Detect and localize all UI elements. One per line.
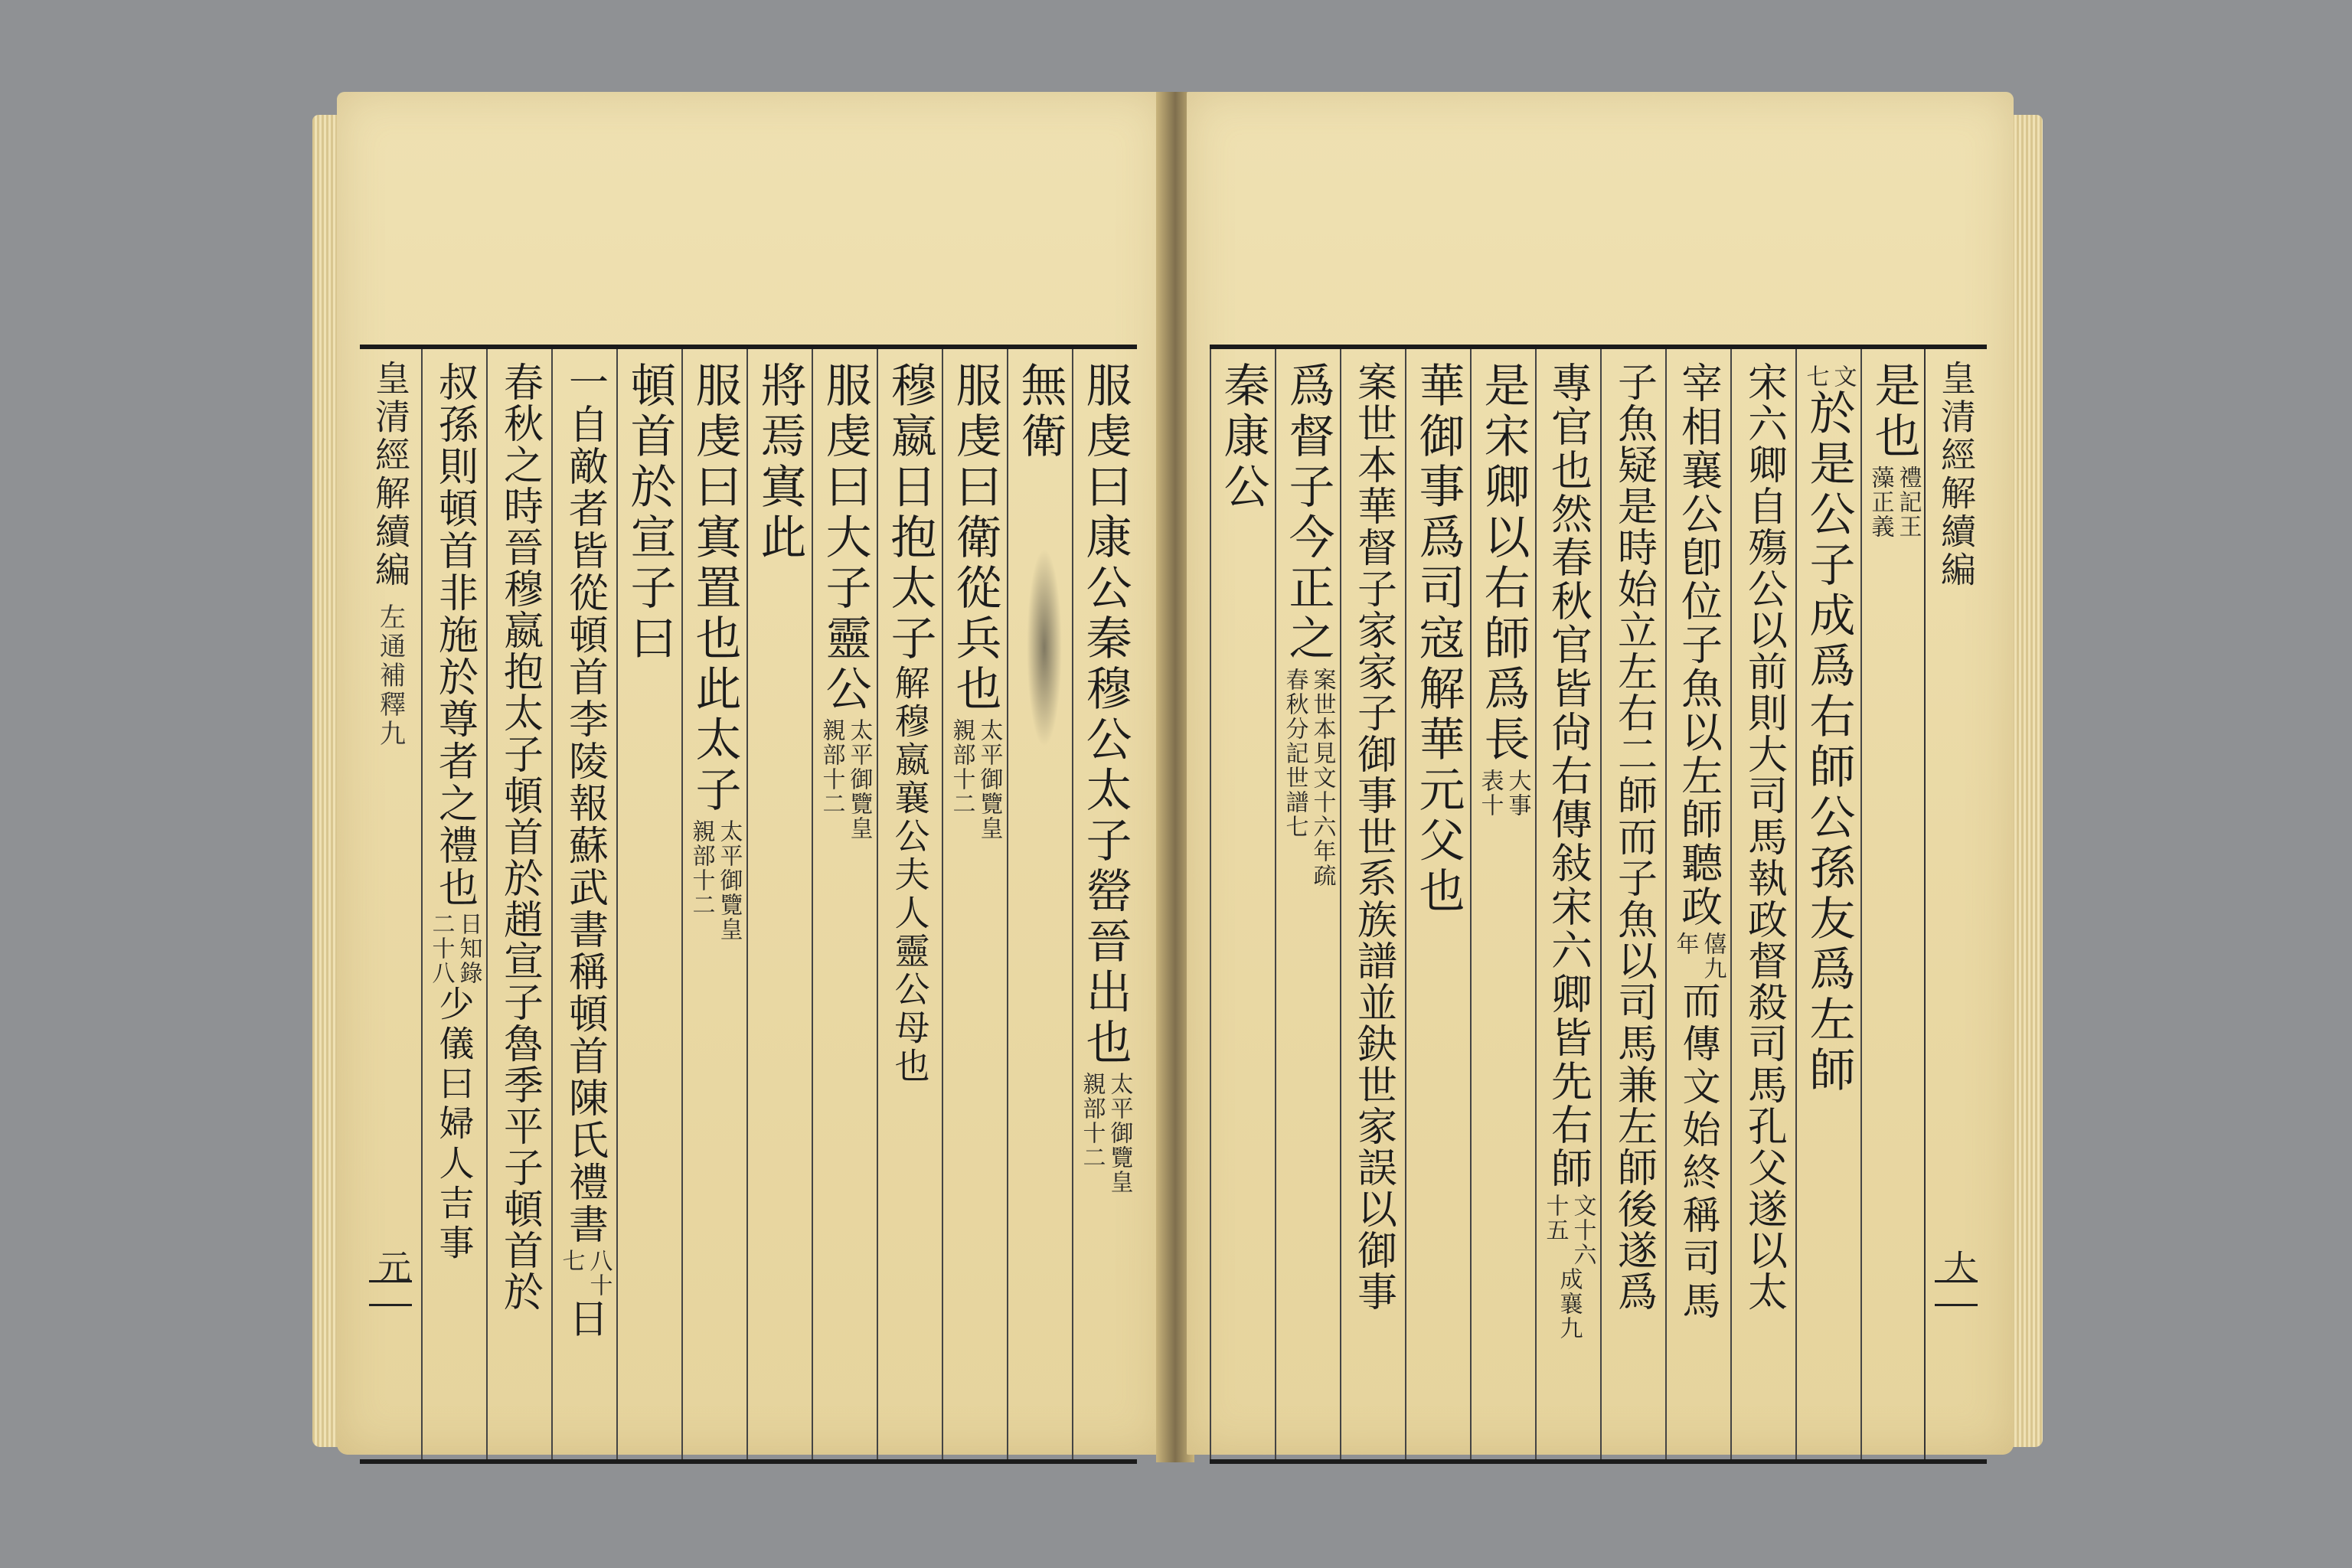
text-column	[681, 349, 746, 1459]
column-note: 十五	[1541, 1194, 1569, 1243]
column-text: 子魚疑是時始立左右二師而子魚以司馬兼左師後遂爲	[1610, 361, 1657, 1312]
right-page-number: 大	[1937, 1250, 1976, 1283]
right-page-margin-column	[1924, 349, 1987, 1459]
text-column	[1730, 349, 1795, 1459]
column-note: 太平御覽皇	[975, 718, 1003, 841]
left-page-margin-column	[360, 349, 423, 1459]
column-note: 藻正義	[1867, 466, 1894, 539]
text-column	[551, 349, 616, 1459]
column-note: 親部十二	[818, 718, 845, 816]
column-text: 服虔曰寘置也此太子	[688, 361, 742, 816]
column-tail-note: 成襄九	[1555, 1267, 1583, 1341]
left-fish-tail-mark	[369, 1280, 412, 1306]
column-note: 日知錄	[455, 912, 482, 985]
text-column	[1470, 349, 1535, 1459]
column-note: 太平御覽皇	[845, 718, 873, 841]
column-note: 八十	[585, 1249, 612, 1298]
column-note: 表十	[1476, 769, 1504, 818]
column-text: 爲督子今正之	[1281, 361, 1335, 665]
column-text: 專官也然春秋官皆尙右傳敍宋六卿皆先右師	[1544, 361, 1593, 1191]
column-note: 大事	[1504, 769, 1531, 818]
text-column	[1275, 349, 1340, 1459]
text-column	[1340, 349, 1405, 1459]
column-tail-text: 而傳文始終稱司馬	[1676, 981, 1721, 1324]
column-text: 秦康公	[1216, 361, 1270, 513]
column-note: 親部十二	[688, 819, 715, 917]
text-column	[1007, 349, 1072, 1459]
right-page-edges	[2012, 115, 2043, 1447]
open-book	[337, 92, 2021, 1493]
left-margin-section: 左通補釋九	[374, 603, 406, 749]
column-note: 太平御覽皇	[1106, 1072, 1133, 1194]
text-column	[486, 349, 551, 1459]
column-text: 穆嬴日抱太子	[883, 361, 937, 665]
right-text-columns	[1210, 349, 1926, 1459]
left-text-columns	[421, 349, 1137, 1459]
column-tail-text: 日	[561, 1298, 608, 1342]
column-note: 案世本見文十六年疏	[1308, 668, 1336, 888]
column-note: 親部十二	[1078, 1072, 1106, 1170]
column-text: 宰相襄公卽位子魚以左師聽政	[1674, 361, 1723, 929]
column-note: 僖九	[1699, 932, 1726, 981]
column-text: 春秋之時晉穆嬴抱太子頓首於趙宣子魯季平子頓首於	[496, 361, 543, 1312]
column-text: 是也	[1867, 361, 1921, 462]
column-note: 親部十二	[948, 718, 975, 816]
text-column	[1210, 349, 1275, 1459]
column-text: 服虔曰衛從兵也	[948, 361, 1002, 715]
right-text-frame	[1210, 345, 1987, 1464]
left-page-number: 元	[371, 1250, 410, 1283]
column-text: 案世本華督子家家子御事世系族譜並鈌世家誤以御事	[1350, 361, 1396, 1312]
ink-smudge	[1027, 548, 1062, 747]
column-text: 宋六卿自殤公以前則大司馬執政督殺司馬孔父遂以太	[1740, 361, 1787, 1312]
right-page	[1187, 92, 2014, 1455]
column-text: 頓首於宣子曰	[622, 361, 677, 665]
text-column	[746, 349, 812, 1459]
text-column	[1665, 349, 1730, 1459]
text-column	[812, 349, 877, 1459]
column-head-note: 七	[1802, 364, 1829, 389]
text-column	[616, 349, 681, 1459]
column-note: 七	[557, 1249, 585, 1273]
left-margin-title: 皇清經解續編	[370, 360, 411, 590]
text-column	[1795, 349, 1860, 1459]
text-column	[942, 349, 1007, 1459]
text-column	[1860, 349, 1926, 1459]
right-margin-title: 皇清經解續編	[1936, 360, 1977, 590]
text-column	[421, 349, 486, 1459]
text-column	[877, 349, 942, 1459]
column-note: 二十八	[427, 912, 455, 985]
column-text: 是宋卿以右師爲長	[1476, 361, 1530, 766]
text-column	[1535, 349, 1600, 1459]
column-text: 服虔曰大子靈公	[818, 361, 872, 715]
column-text: 無衛	[1013, 361, 1067, 462]
column-text: 一自敵者皆從頓首李陵報蘇武書稱頓首陳氏禮書	[561, 361, 608, 1246]
column-head-note: 文	[1829, 364, 1857, 389]
column-tail-text: 少儀曰婦人吉事	[433, 985, 475, 1264]
text-column	[1405, 349, 1470, 1459]
column-text: 叔孫則頓首非施於尊者之禮也	[431, 361, 478, 909]
column-inline-text: 解穆嬴襄公夫人靈公母也	[889, 665, 931, 1086]
column-note: 年	[1671, 932, 1699, 956]
left-page	[337, 92, 1164, 1455]
column-text: 將焉寘此	[753, 361, 807, 564]
column-note: 太平御覽皇	[715, 819, 743, 942]
text-column	[1600, 349, 1665, 1459]
left-text-frame	[360, 345, 1137, 1464]
text-column	[1072, 349, 1137, 1459]
column-text: 華御事爲司寇解華元父也	[1411, 361, 1465, 917]
column-text: 於是公子成爲右師公孫友爲左師	[1802, 389, 1856, 1096]
column-note: 文十六	[1569, 1194, 1596, 1267]
column-note: 春秋分記世譜七	[1281, 668, 1308, 839]
column-note: 禮記王	[1894, 466, 1922, 539]
right-fish-tail-mark	[1935, 1280, 1978, 1306]
column-text: 服虔曰康公秦穆公太子罃晉出也	[1078, 361, 1132, 1069]
